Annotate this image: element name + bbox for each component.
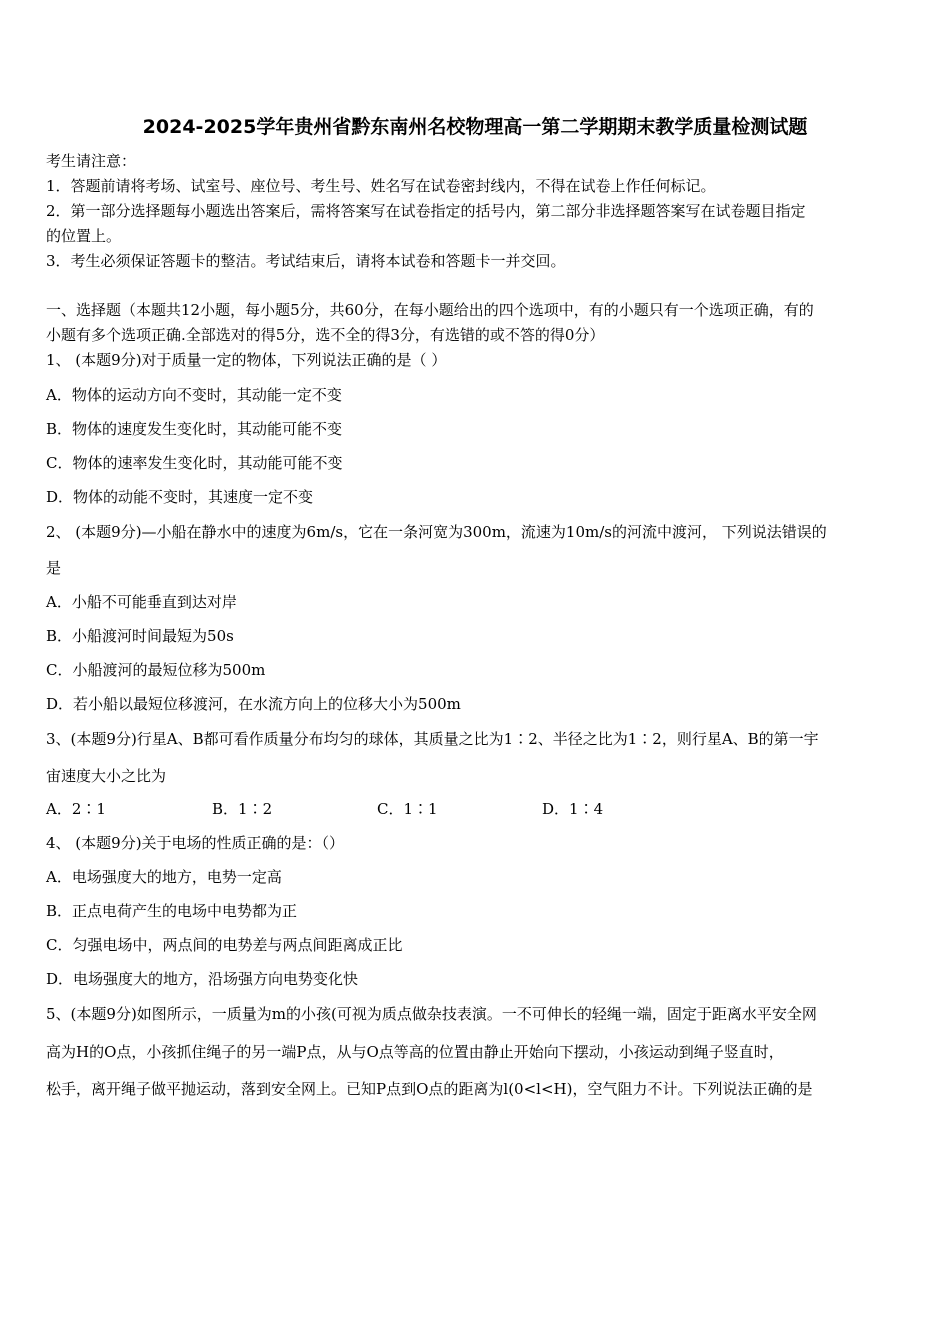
- notice-item-3: 3．考生必须保证答题卡的整洁。考试结束后，请将本试卷和答题卡一并交回。: [46, 252, 566, 270]
- question-2-option-d: D．若小船以最短位移渡河，在水流方向上的位移大小为500m: [46, 695, 461, 713]
- notice-item-2-cont: 的位置上。: [46, 227, 122, 245]
- question-2-stem-cont: 是: [46, 559, 62, 577]
- question-2-stem: 2、 (本题9分)—小船在静水中的速度为6m/s，它在一条河宽为300m，流速为10m/s的河流中渡河， 下列说法错误的: [46, 523, 827, 541]
- question-3-option-c: C．1∶1: [377, 800, 438, 818]
- question-4-option-c: C．匀强电场中，两点间的电势差与两点间距离成正比: [46, 936, 403, 954]
- question-4-option-b: B．正点电荷产生的电场中电势都为正: [46, 902, 298, 920]
- question-2-option-a: A．小船不可能垂直到达对岸: [46, 593, 237, 611]
- question-1-option-d: D．物体的动能不变时，其速度一定不变: [46, 488, 314, 506]
- notice-item-1: 1．答题前请将考场、试室号、座位号、考生号、姓名写在试卷密封线内，不得在试卷上作任何标记。: [46, 177, 716, 195]
- question-4-stem: 4、 (本题9分)关于电场的性质正确的是：（）: [46, 834, 345, 852]
- section-heading-cont: 小题有多个选项正确.全部选对的得5分，选不全的得3分，有选错的或不答的得0分）: [46, 326, 605, 344]
- notice-heading: 考生请注意：: [46, 152, 137, 170]
- question-4-option-d: D．电场强度大的地方，沿场强方向电势变化快: [46, 970, 359, 988]
- question-3-option-d: D．1∶4: [542, 800, 604, 818]
- question-3-option-a: A．2∶1: [46, 800, 106, 818]
- question-1-option-b: B．物体的速度发生变化时，其动能可能不变: [46, 420, 343, 438]
- question-2-option-b: B．小船渡河时间最短为50s: [46, 627, 234, 645]
- question-5-stem: 5、(本题9分)如图所示，一质量为m的小孩(可视为质点做杂技表演。一不可伸长的轻绳一端，固定于距离水平安全网: [46, 1005, 817, 1023]
- question-3-option-b: B．1∶2: [212, 800, 273, 818]
- question-1-option-c: C．物体的速率发生变化时，其动能可能不变: [46, 454, 343, 472]
- question-1-stem: 1、 (本题9分)对于质量一定的物体，下列说法正确的是（ ）: [46, 351, 447, 369]
- page-title: 2024-2025学年贵州省黔东南州名校物理高一第二学期期末教学质量检测试题: [142, 116, 808, 138]
- question-4-option-a: A．电场强度大的地方，电势一定高: [46, 868, 282, 886]
- section-heading: 一、选择题（本题共12小题，每小题5分，共60分，在每小题给出的四个选项中，有的小题只有一个选项正确，有的: [46, 301, 814, 319]
- question-2-option-c: C．小船渡河的最短位移为500m: [46, 661, 266, 679]
- question-5-stem-cont-2: 松手，离开绳子做平抛运动，落到安全网上。已知P点到O点的距离为l(0<l<H)，空气阻力不计。下列说法正确的是: [46, 1080, 813, 1098]
- question-3-stem-cont: 宙速度大小之比为: [46, 767, 167, 785]
- question-5-stem-cont-1: 高为H的O点，小孩抓住绳子的另一端P点，从与O点等高的位置由静止开始向下摆动，小孩运动到绳子竖直时，: [46, 1043, 784, 1061]
- notice-item-2: 2．第一部分选择题每小题选出答案后，需将答案写在试卷指定的括号内，第二部分非选择题答案写在试卷题目指定: [46, 202, 806, 220]
- question-3-stem: 3、(本题9分)行星A、B都可看作质量分布均匀的球体，其质量之比为1∶2、半径之比为1∶2，则行星A、B的第一宇: [46, 730, 819, 748]
- question-1-option-a: A．物体的运动方向不变时，其动能一定不变: [46, 386, 342, 404]
